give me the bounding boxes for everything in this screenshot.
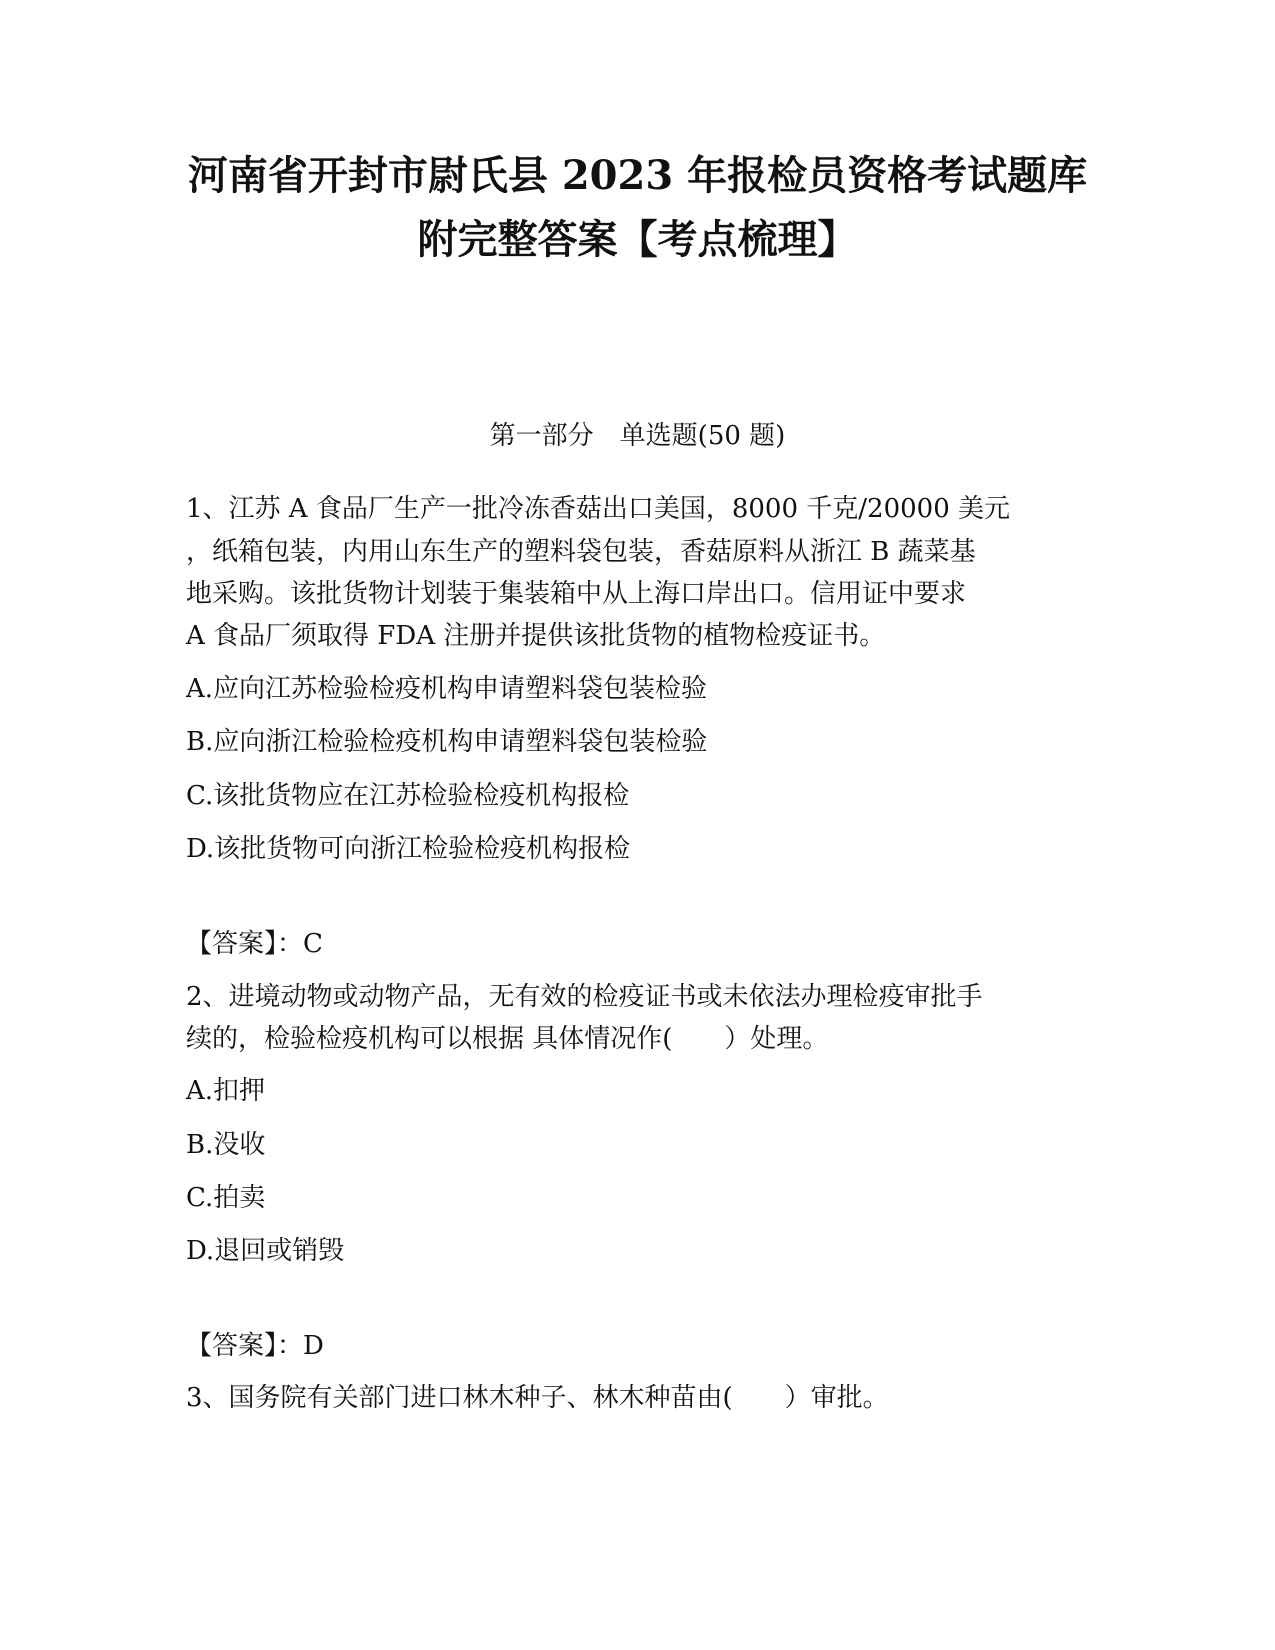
- section-heading: 第一部分 单选题(50 题): [489, 421, 786, 451]
- q1-answer: 【答案】：C: [186, 929, 323, 959]
- q1-option-a: A.应向江苏检验检疫机构申请塑料袋包装检验: [186, 674, 708, 704]
- q1-option-b: B.应向浙江检验检疫机构申请塑料袋包装检验: [186, 727, 708, 757]
- q1-stem-line-1: 1、江苏 A 食品厂生产一批冷冻香菇出口美国，8000 千克/20000 美元: [186, 494, 1011, 524]
- q1-option-c: C.该批货物应在江苏检验检疫机构报检: [186, 781, 630, 811]
- document-title-line-1: 河南省开封市尉氏县 2023 年报检员资格考试题库: [187, 152, 1088, 199]
- q1-stem-line-4: A 食品厂须取得 FDA 注册并提供该批货物的植物检疫证书。: [186, 621, 886, 651]
- q2-option-b: B.没收: [186, 1130, 266, 1160]
- q1-stem-line-2: ，纸箱包装，内用山东生产的塑料袋包装，香菇原料从浙江 B 蔬菜基: [186, 537, 976, 567]
- q2-option-d: D.退回或销毁: [186, 1236, 345, 1266]
- q1-stem-line-3: 地采购。该批货物计划装于集装箱中从上海口岸出口。信用证中要求: [186, 579, 967, 609]
- q2-stem-line-1: 2、进境动物或动物产品，无有效的检疫证书或未依法办理检疫审批手: [186, 982, 983, 1012]
- q2-answer: 【答案】：D: [186, 1331, 324, 1361]
- q3-stem-line-1: 3、国务院有关部门进口林木种子、林木种苗由( ）审批。: [186, 1383, 889, 1413]
- q1-option-d: D.该批货物可向浙江检验检疫机构报检: [186, 834, 631, 864]
- q2-option-a: A.扣押: [186, 1076, 266, 1106]
- q2-option-c: C.拍卖: [186, 1183, 266, 1213]
- q2-stem-line-2: 续的，检验检疫机构可以根据 具体情况作( ）处理。: [186, 1024, 829, 1054]
- document-title-line-2: 附完整答案【考点梳理】: [417, 216, 858, 263]
